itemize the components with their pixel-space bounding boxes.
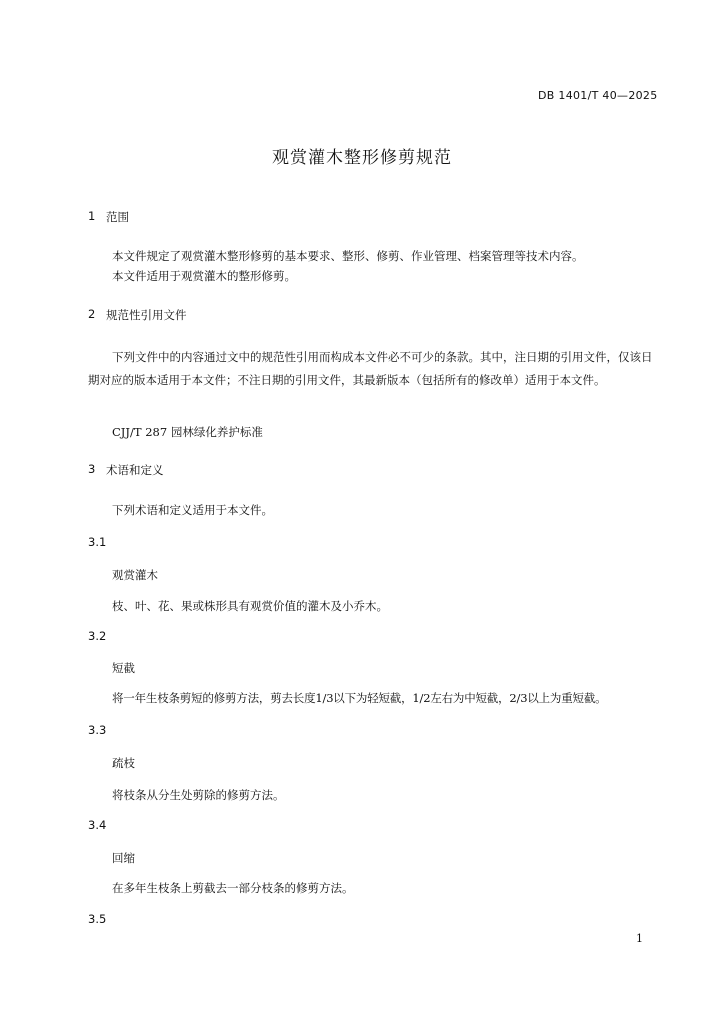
term-definition: 枝、叶、花、果或株形具有观赏价值的灌木及小乔木。 bbox=[112, 599, 388, 613]
term-number: 3.3 bbox=[88, 723, 107, 737]
paragraph: 下列术语和定义适用于本文件。 bbox=[112, 503, 273, 517]
paragraph: 下列文件中的内容通过文中的规范性引用而构成本文件必不可少的条款。其中，注日期的引用文件，仅该日期对应的版本适用于本文件；不注日期的引用文件，其最新版本（包括所有的修改单）适用于本文件。 bbox=[88, 350, 653, 387]
section-title: 范围 bbox=[106, 210, 129, 224]
term-name: 疏枝 bbox=[112, 756, 135, 770]
normative-reference: CJJ/T 287 园林绿化养护标准 bbox=[112, 425, 263, 439]
term-definition: 将一年生枝条剪短的修剪方法，剪去长度1/3以下为轻短截，1/2左右为中短截，2/3以上为重短截。 bbox=[112, 691, 607, 705]
term-definition: 将枝条从分生处剪除的修剪方法。 bbox=[112, 788, 285, 802]
section-title: 术语和定义 bbox=[106, 463, 164, 477]
document-title: 观赏灌木整形修剪规范 bbox=[272, 148, 452, 168]
section-number: 1 bbox=[88, 209, 96, 223]
document-code: DB 1401/T 40—2025 bbox=[538, 89, 658, 102]
section-number: 3 bbox=[88, 462, 96, 476]
paragraph: 本文件适用于观赏灌木的整形修剪。 bbox=[112, 269, 296, 283]
term-name: 短截 bbox=[112, 661, 135, 675]
term-number: 3.4 bbox=[88, 818, 107, 832]
page-number: 1 bbox=[636, 932, 643, 945]
term-number: 3.2 bbox=[88, 629, 107, 643]
term-name: 回缩 bbox=[112, 851, 135, 865]
term-number: 3.1 bbox=[88, 535, 107, 549]
section-title: 规范性引用文件 bbox=[106, 308, 187, 322]
section-number: 2 bbox=[88, 307, 96, 321]
term-number: 3.5 bbox=[88, 912, 107, 926]
term-definition: 在多年生枝条上剪截去一部分枝条的修剪方法。 bbox=[112, 881, 354, 895]
paragraph: 本文件规定了观赏灌木整形修剪的基本要求、整形、修剪、作业管理、档案管理等技术内容。 bbox=[112, 249, 584, 263]
term-name: 观赏灌木 bbox=[112, 568, 158, 582]
